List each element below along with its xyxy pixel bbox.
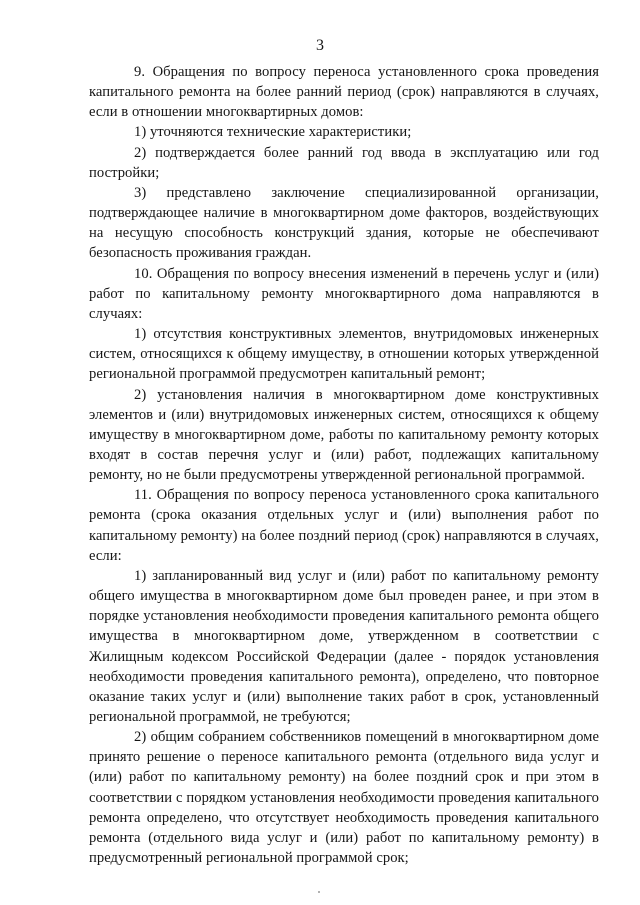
paragraph-9: 9. Обращения по вопросу переноса установленного срока проведения капитального ремонта на более ранний период (срок) направляются в случаях, если в отношении многоквартирных домов:: [89, 64, 599, 121]
document-body: [89, 62, 599, 868]
paragraph-10-item-2: 2) установления наличия в многоквартирном доме конструктивных элементов и (или) внутридомовых инженерных систем, относящихся к общему имуществу в многоквартирном доме, работы по капитальному ремонту которых входят в состав перечня услуг и (или) работ, подлежащих капитальному ремонту, но не были предусмотрены утвержденной региональной программой.: [89, 386, 599, 484]
paragraph-9-item-3: 3) представлено заключение специализированной организации, подтверждающее наличие в многоквартирном доме факторов, воздействующих на несущую способность конструкций здания, которые не обеспечивают безопасность проживания граждан.: [89, 184, 599, 262]
paragraph-11: 11. Обращения по вопросу переноса установленного срока капитального ремонта (срока оказания отдельных услуг и (или) выполнения работ по капитальному ремонту) на более поздний период (срок) направляются в случаях, если:: [89, 487, 599, 564]
page-number: 3: [316, 37, 324, 54]
paragraph-9-item-2: 2) подтверждается более ранний год ввода в эксплуатацию или год постройки;: [89, 144, 599, 181]
scan-artifact-dot: [318, 891, 320, 893]
paragraph-11-item-2: 2) общим собранием собственников помещений в многоквартирном доме принято решение о переносе капитального ремонта (отдельного вида услуг и (или) работ по капитальному ремонту) на более поздний срок и при этом в соответствии с порядком установления необходимости проведения капитального ремонта определено, что отсутствует необходимость проведения капитального ремонта (отдельного вида услуг и (или) работ по капитальному ремонту) в предусмотренный региональной программой срок;: [89, 729, 599, 867]
paragraph-9-item-1: 1) уточняются технические характеристики;: [134, 124, 412, 141]
paragraph-10: 10. Обращения по вопросу внесения изменений в перечень услуг и (или) работ по капитальному ремонту многоквартирного дома направляются в случаях:: [89, 265, 599, 322]
paragraph-11-item-1: 1) запланированный вид услуг и (или) работ по капитальному ремонту общего имущества в многоквартирном доме был проведен ранее, и при этом в порядке установления необходимости проведения капитального ремонта общего имущества в многоквартирном доме, утвержденном в соответствии с Жилищным кодексом Российской Федерации (далее - порядок установления необходимости проведения капитального ремонта), определено, что повторное оказание таких услуг и (или) выполнение таких работ в срок, установленный региональной программой, не требуются;: [89, 567, 599, 725]
paragraph-10-item-1: 1) отсутствия конструктивных элементов, внутридомовых инженерных систем, относящихся к общему имуществу, в отношении которых утвержденной региональной программой предусмотрен капитальный ремонт;: [89, 326, 599, 383]
